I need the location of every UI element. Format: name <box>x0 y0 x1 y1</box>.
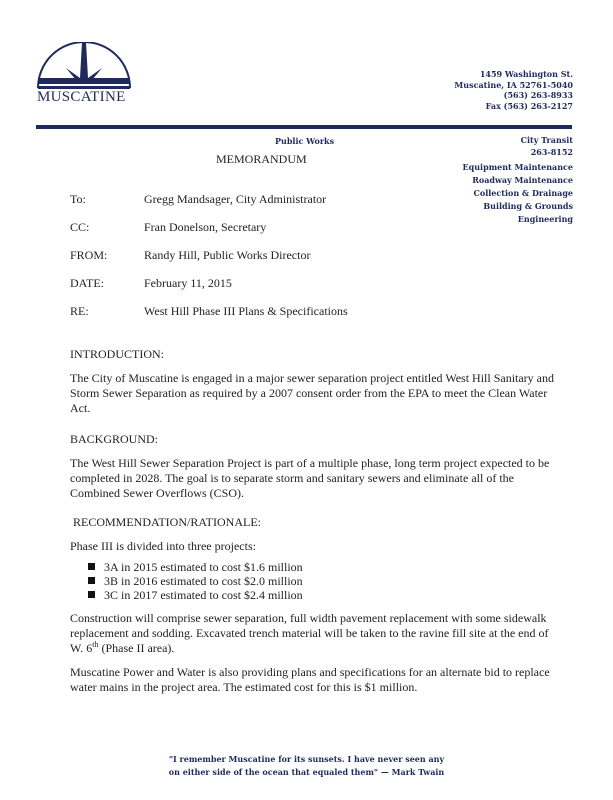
phase-intro: Phase III is divided into three projects: <box>70 539 256 553</box>
construction-text-end: (Phase II area). <box>98 641 175 655</box>
date-label: DATE: <box>70 276 104 290</box>
transit-phone: 263-8152 <box>530 147 573 157</box>
cc-label: CC: <box>70 220 90 234</box>
department: Public Works <box>275 136 335 146</box>
water-paragraph: Muscatine Power and Water is also providing plans and specifications for an alternate bid to replace water mains in the project area. The estimated cost for this is $1 million. <box>70 665 550 694</box>
bullet-text: 3C in 2017 estimated to cost $2.4 million <box>104 588 303 602</box>
construction-text: Construction will comprise sewer separation, full width pavement replacement with some sidewalk replacement and sodding. Excavated trench material will be taken to the ravine fill site at the end of W. 6 <box>70 611 549 655</box>
bullet-square-icon <box>88 577 95 584</box>
header-rule <box>36 125 572 129</box>
muscatine-logo-icon <box>36 42 132 90</box>
address-street: 1459 Washington St. <box>479 69 573 79</box>
to-label: To: <box>70 192 86 206</box>
from-value: Randy Hill, Public Works Director <box>144 248 311 262</box>
address-city: Muscatine, IA 52761-5040 <box>454 79 573 90</box>
bullet-square-icon <box>88 591 95 598</box>
division: Roadway Maintenance <box>472 175 573 185</box>
date-value: February 11, 2015 <box>144 276 232 290</box>
cc-value: Fran Donelson, Secretary <box>144 220 267 234</box>
bullet-item <box>88 560 560 574</box>
bullet-square-icon <box>88 563 95 570</box>
memo-body <box>70 347 560 704</box>
intro-paragraph: The City of Muscatine is engaged in a major sewer separation project entitled West Hill Sanitary and Storm Sewer Separation as required by a 2007 consent order from the EPA to meet the Clean Water Act. <box>70 371 555 415</box>
division: Building & Grounds <box>483 201 573 211</box>
bullet-item <box>88 588 560 602</box>
division: Collection & Drainage <box>473 188 573 198</box>
memo-title: MEMORANDUM <box>216 152 307 166</box>
from-label: FROM: <box>70 248 108 262</box>
bullet-item <box>88 574 560 588</box>
division: Equipment Maintenance <box>462 162 573 172</box>
address-phone: (563) 263-8933 <box>503 90 573 100</box>
re-value: West Hill Phase III Plans & Specifications <box>144 304 348 318</box>
address-block <box>454 69 573 111</box>
construction-paragraph <box>70 611 560 656</box>
division: Engineering <box>517 214 573 224</box>
recommendation-heading: RECOMMENDATION/RATIONALE: <box>73 515 261 529</box>
logo-text: MUSCATINE <box>37 89 126 105</box>
footer-quote <box>0 753 613 779</box>
bullet-text: 3A in 2015 estimated to cost $1.6 million <box>104 560 303 574</box>
address-fax: Fax (563) 263-2127 <box>485 100 573 111</box>
re-label: RE: <box>70 304 89 318</box>
quote-line: "I remember Muscatine for its sunsets. I have never seen any <box>168 754 445 764</box>
intro-heading: INTRODUCTION: <box>70 347 164 361</box>
superscript: th <box>92 640 99 649</box>
transit-block <box>521 134 573 158</box>
transit-label: City Transit <box>520 135 573 145</box>
quote-line: on either side of the ocean that equaled them" — Mark Twain <box>168 767 445 777</box>
divisions-list <box>463 161 573 226</box>
bullet-text: 3B in 2016 estimated to cost $2.0 million <box>104 574 303 588</box>
background-paragraph: The West Hill Sewer Separation Project is part of a multiple phase, long term project expected to be completed in 2028. The goal is to separate storm and sanitary sewers and eliminate all of the Combined Sewer Overflows (CSO). <box>70 456 550 500</box>
bullet-list <box>70 560 560 602</box>
to-value: Gregg Mandsager, City Administrator <box>144 192 327 206</box>
background-heading: BACKGROUND: <box>70 432 159 446</box>
